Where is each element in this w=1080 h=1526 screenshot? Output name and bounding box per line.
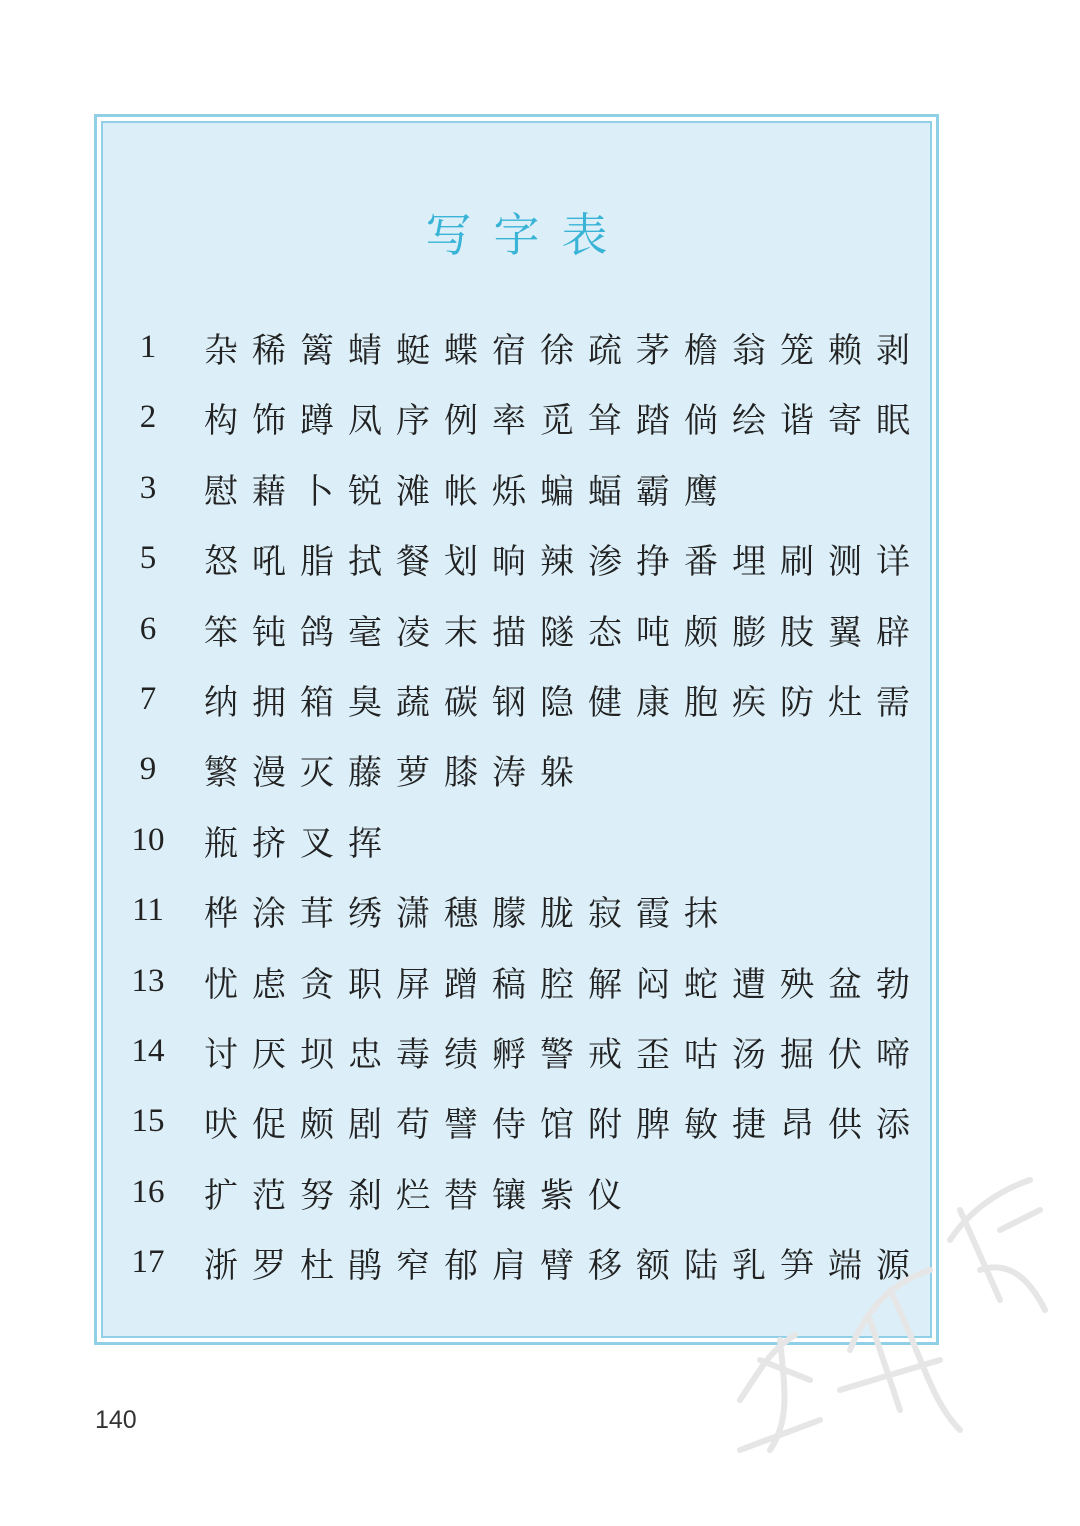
character-row [103,1019,930,1089]
lesson-number: 11 [132,892,164,929]
lesson-characters: 瓶挤叉挥 [204,823,396,864]
lesson-characters: 忧虑贪职屏蹭稿腔解闷蛇遭殃盆勃 [204,964,924,1005]
lesson-characters: 怒吼脂拭餐划晌辣渗挣番埋刷测详 [204,542,924,583]
character-row [103,667,930,737]
lesson-characters: 繁漫灭藤萝膝涛躲 [204,753,588,794]
lesson-number: 9 [139,751,157,788]
lesson-characters: 桦涂茸绣潇穗朦胧寂霞抹 [204,894,732,935]
character-row [103,808,930,878]
lesson-number: 5 [139,540,157,577]
lesson-number: 1 [139,329,157,365]
character-row [103,878,930,948]
lesson-characters: 慰藉卜锐滩帐烁蝙蝠霸鹰 [204,471,732,512]
lesson-number: 15 [131,1103,165,1140]
lesson-characters: 杂稀篱蜻蜓蝶宿徐疏茅檐翁笼赖剥 [204,331,924,371]
lesson-number: 13 [131,962,165,999]
lesson-number: 17 [131,1244,165,1281]
lesson-characters: 讨厌坝忠毒绩孵警戒歪咕汤掘伏啼 [204,1034,924,1075]
character-row [103,456,930,526]
lesson-number: 14 [131,1032,165,1069]
character-row [103,737,930,807]
character-row [103,315,930,385]
character-row [103,526,930,596]
lesson-characters: 扩范努刹烂替镶紫仪 [204,1175,636,1216]
page-number: 140 [95,1406,137,1434]
lesson-number: 10 [131,821,165,858]
lesson-number: 2 [139,399,157,436]
lesson-number: 7 [139,680,157,717]
lesson-characters: 浙罗杜鹃窄郁肩臂移额陆乳笋端源 [204,1246,924,1287]
character-row [103,949,930,1019]
lesson-number: 3 [139,469,157,506]
lesson-characters: 纳拥箱臭蔬碳钢隐健康胞疾防灶需 [204,682,924,723]
lesson-characters: 吠促颇剧苟譬侍馆附脾敏捷昂供添 [204,1105,924,1146]
lesson-number: 16 [131,1173,165,1210]
page-title: 写字表 [425,208,630,262]
character-row [103,597,930,667]
lesson-characters: 笨钝鸽毫凌末描隧态吨颇膨肢翼辟 [204,612,924,653]
lesson-number: 6 [139,610,157,647]
lesson-characters: 构饰蹲凤序例率觅耸踏倘绘谐寄眠 [204,401,924,442]
character-row [103,385,930,455]
watermark-logo [700,1150,1060,1470]
